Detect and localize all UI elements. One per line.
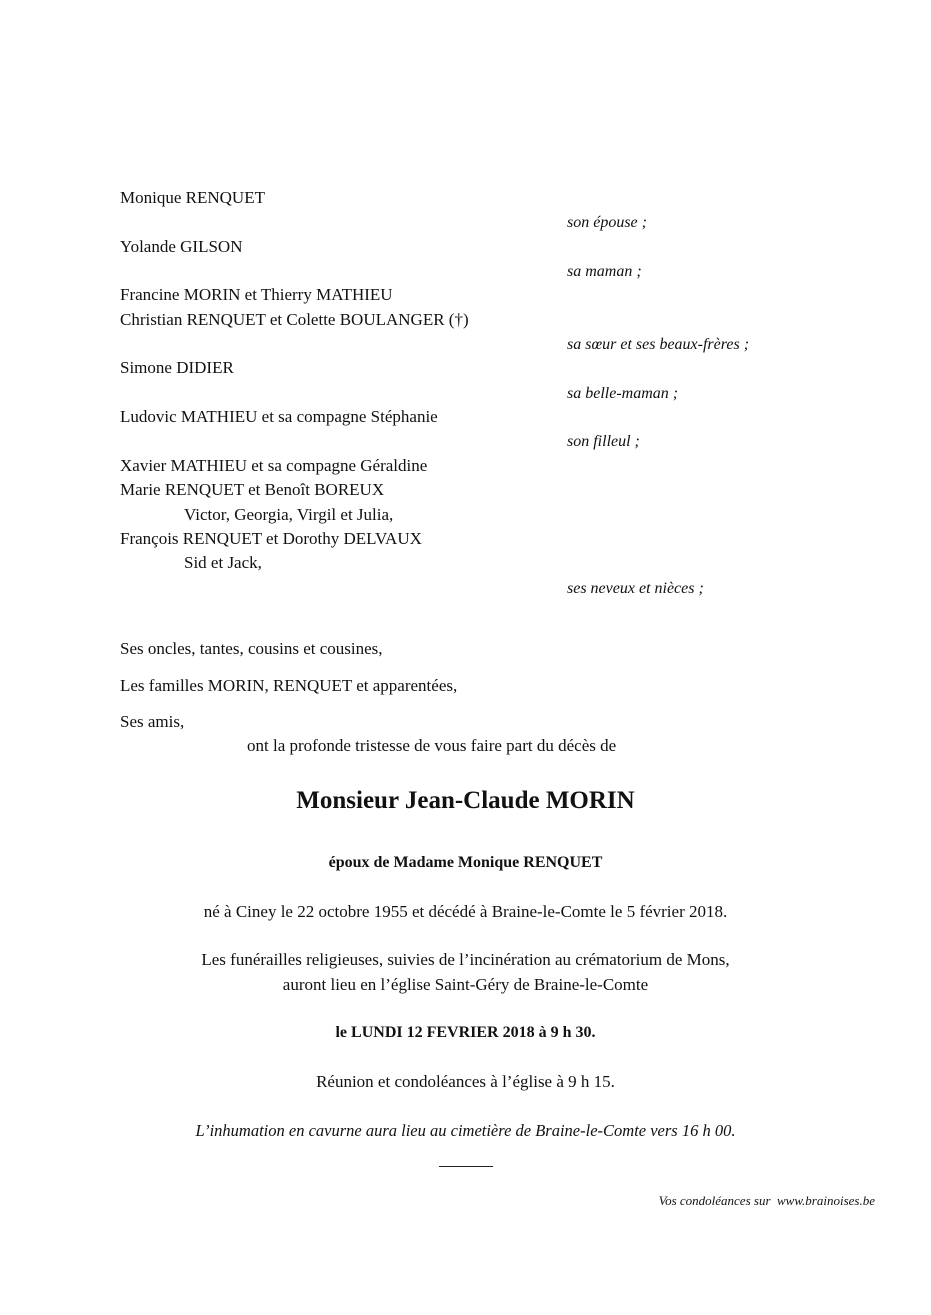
relation-godson: son filleul ; bbox=[567, 433, 640, 450]
family-sibling: Francine MORIN et Thierry MATHIEU bbox=[120, 285, 393, 304]
announcement-intro: ont la profonde tristesse de vous faire part du décès de bbox=[247, 736, 617, 755]
family-sibling: Christian RENQUET et Colette BOULANGER (†) bbox=[120, 310, 469, 329]
deceased-name: Monsieur Jean-Claude MORIN bbox=[296, 787, 635, 814]
family-grandnephews: Sid et Jack, bbox=[184, 553, 262, 572]
gathering-line: Réunion et condoléances à l’église à 9 h 15. bbox=[316, 1072, 615, 1091]
condolences-footer: Vos condoléances sur www.brainoises.be bbox=[658, 1193, 875, 1208]
family-wife: Monique RENQUET bbox=[120, 188, 265, 207]
family-others: Les familles MORIN, RENQUET et apparentées, bbox=[120, 676, 458, 695]
funeral-date: le LUNDI 12 FEVRIER 2018 à 9 h 30. bbox=[335, 1024, 596, 1041]
relation-mother: sa maman ; bbox=[567, 263, 642, 280]
funeral-line: Les funérailles religieuses, suivies de l’incinération au crématorium de Mons, bbox=[201, 950, 730, 969]
birth-death-line: né à Ciney le 22 octobre 1955 et décédé à Braine-le-Comte le 5 février 2018. bbox=[203, 902, 728, 921]
spouse-line: époux de Madame Monique RENQUET bbox=[328, 854, 603, 871]
family-godson: Ludovic MATHIEU et sa compagne Stéphanie bbox=[120, 407, 438, 426]
relation-siblings: sa sœur et ses beaux-frères ; bbox=[567, 336, 750, 353]
family-nephew: Marie RENQUET et Benoît BOREUX bbox=[120, 480, 385, 499]
relation-nephews: ses neveux et nièces ; bbox=[567, 580, 704, 597]
family-mother-in-law: Simone DIDIER bbox=[120, 358, 234, 377]
funeral-line: auront lieu en l’église Saint-Géry de Braine-le-Comte bbox=[282, 975, 649, 994]
relation-mother-in-law: sa belle-maman ; bbox=[567, 385, 679, 402]
family-nephew: François RENQUET et Dorothy DELVAUX bbox=[120, 529, 422, 548]
family-grandnephews: Victor, Georgia, Virgil et Julia, bbox=[184, 505, 394, 524]
separator-line bbox=[439, 1166, 493, 1167]
burial-line: L’inhumation en cavurne aura lieu au cimetière de Braine-le-Comte vers 16 h 00. bbox=[195, 1121, 736, 1140]
family-others: Ses amis, bbox=[120, 712, 185, 731]
relation-wife: son épouse ; bbox=[567, 214, 647, 231]
family-nephew: Xavier MATHIEU et sa compagne Géraldine bbox=[120, 456, 428, 475]
family-mother: Yolande GILSON bbox=[120, 237, 243, 256]
family-others: Ses oncles, tantes, cousins et cousines, bbox=[120, 639, 383, 658]
